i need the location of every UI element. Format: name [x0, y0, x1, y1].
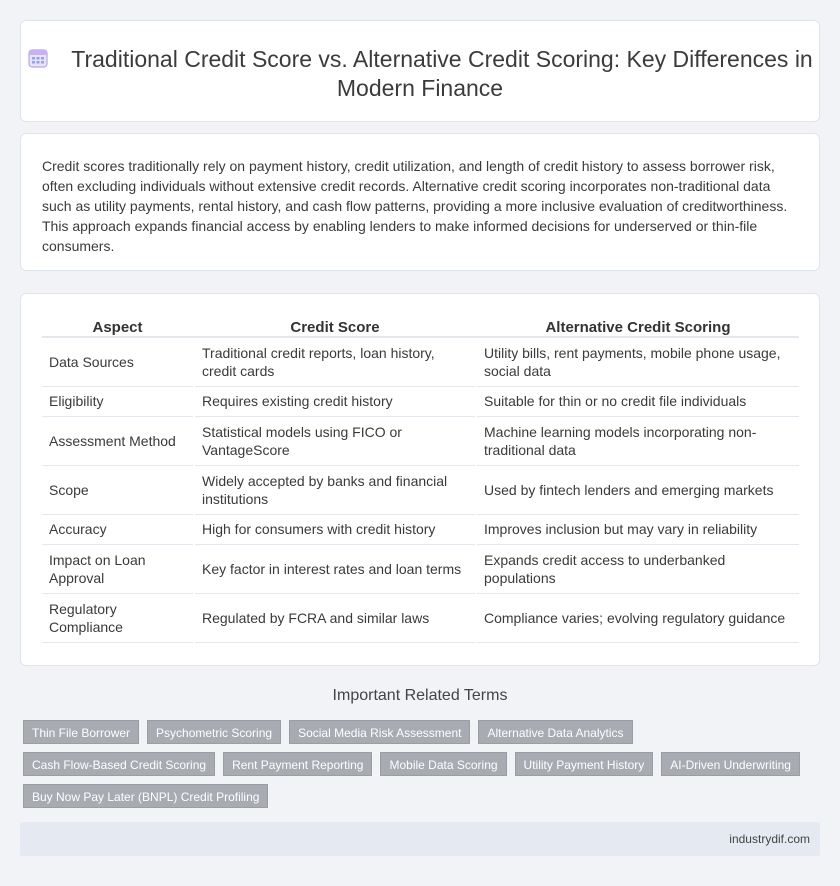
row-aspect: Data Sources: [42, 337, 194, 386]
row-credit-score: Traditional credit reports, loan history, credit cards: [194, 337, 476, 386]
calendar-icon: [27, 47, 49, 69]
table-header-row: [42, 315, 799, 337]
related-tag[interactable]: Psychometric Scoring: [147, 720, 281, 744]
row-credit-score: Requires existing credit history: [194, 386, 476, 416]
row-credit-score: Statistical models using FICO or VantageScore: [194, 416, 476, 465]
row-aspect: Accuracy: [42, 514, 194, 544]
row-aspect: Scope: [42, 465, 194, 514]
comparison-table: [42, 315, 799, 643]
title-card: [20, 20, 820, 122]
footer-site[interactable]: industrydif.com: [729, 832, 810, 846]
row-credit-score: Widely accepted by banks and financial institutions: [194, 465, 476, 514]
row-alternative: Compliance varies; evolving regulatory guidance: [476, 593, 799, 642]
intro-card: [20, 133, 820, 271]
row-alternative: Machine learning models incorporating non-traditional data: [476, 416, 799, 465]
table-row: [42, 514, 799, 544]
row-aspect: Eligibility: [42, 386, 194, 416]
intro-paragraph: Credit scores traditionally rely on payment history, credit utilization, and length of credit history to assess borrower risk, often excluding individuals without extensive credit records. Alternative credit scoring incorporates non-traditional data such as utility payments, rental history, and cash flow patterns, providing a more inclusive evaluation of creditworthiness. This approach expands financial access by enabling lenders to make informed decisions for underserved or thin-file consumers.: [42, 158, 788, 254]
related-tag[interactable]: AI-Driven Underwriting: [661, 752, 800, 776]
table-row: [42, 465, 799, 514]
table-row: [42, 416, 799, 465]
row-alternative: Used by fintech lenders and emerging markets: [476, 465, 799, 514]
row-credit-score: Key factor in interest rates and loan terms: [194, 544, 476, 593]
related-tag[interactable]: Cash Flow-Based Credit Scoring: [23, 752, 215, 776]
comparison-card: [20, 293, 820, 666]
row-aspect: Assessment Method: [42, 416, 194, 465]
header-credit-score: Credit Score: [194, 315, 476, 337]
header-alternative-scoring: Alternative Credit Scoring: [476, 315, 799, 337]
row-alternative: Improves inclusion but may vary in reliability: [476, 514, 799, 544]
row-aspect: Impact on Loan Approval: [42, 544, 194, 593]
row-alternative: Utility bills, rent payments, mobile phone usage, social data: [476, 337, 799, 386]
related-tag[interactable]: Social Media Risk Assessment: [289, 720, 470, 744]
table-row: [42, 386, 799, 416]
related-tag[interactable]: Alternative Data Analytics: [478, 720, 632, 744]
page-title-wrap: [21, 45, 819, 103]
row-credit-score: Regulated by FCRA and similar laws: [194, 593, 476, 642]
row-credit-score: High for consumers with credit history: [194, 514, 476, 544]
related-terms-title: Important Related Terms: [332, 687, 508, 704]
row-alternative: Suitable for thin or no credit file individuals: [476, 386, 799, 416]
table-row: [42, 544, 799, 593]
related-tag[interactable]: Mobile Data Scoring: [380, 752, 506, 776]
related-tags: [23, 720, 823, 808]
related-tag[interactable]: Utility Payment History: [515, 752, 654, 776]
related-tag[interactable]: Rent Payment Reporting: [223, 752, 372, 776]
related-tag[interactable]: Buy Now Pay Later (BNPL) Credit Profiling: [23, 784, 268, 808]
row-aspect: Regulatory Compliance: [42, 593, 194, 642]
header-aspect: Aspect: [42, 315, 194, 337]
footer: [20, 822, 820, 856]
row-alternative: Expands credit access to underbanked populations: [476, 544, 799, 593]
related-tag[interactable]: Thin File Borrower: [23, 720, 139, 744]
table-row: [42, 337, 799, 386]
table-row: [42, 593, 799, 642]
page-title: Traditional Credit Score vs. Alternative Credit Scoring: Key Differences in Modern Finance: [71, 46, 813, 101]
